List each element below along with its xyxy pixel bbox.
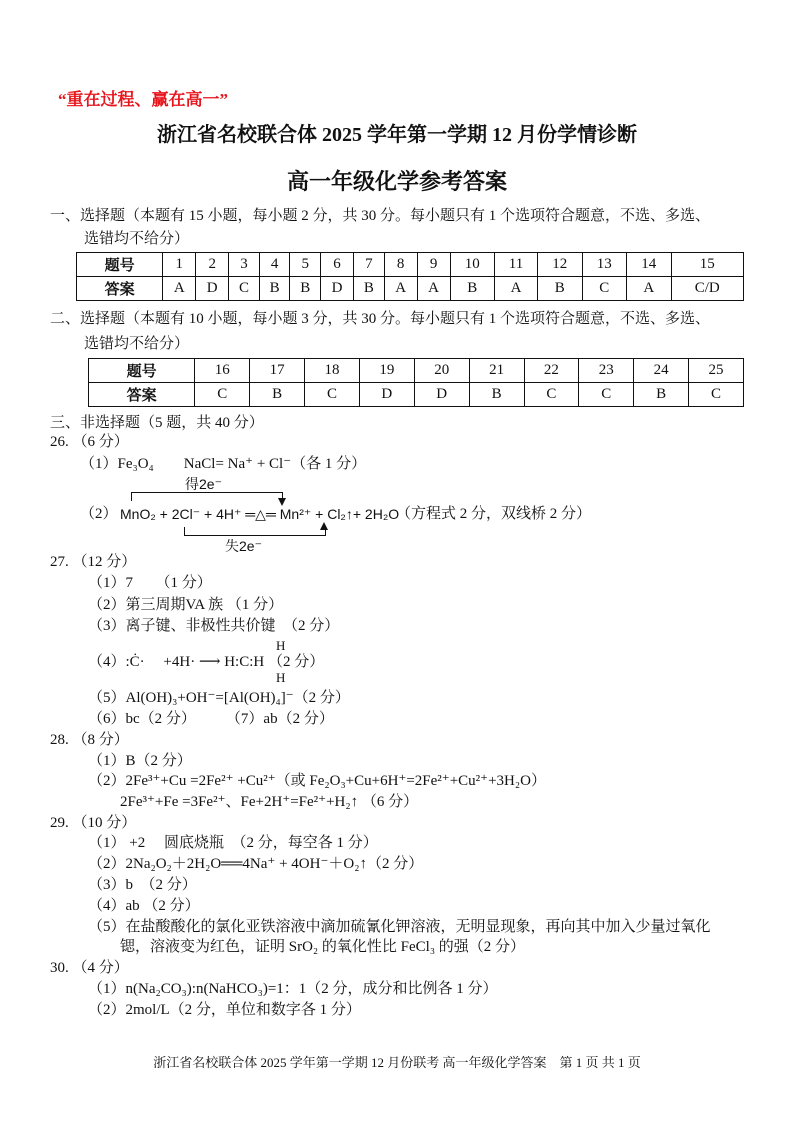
q29-line: （2）2Na₂O₂＋2H₂O══4Na⁺ + 4OH⁻＋O₂↑（2 分） (88, 856, 424, 872)
q29-heading: 29. （10 分） (50, 815, 137, 831)
question-number-cell: 16 (195, 359, 250, 383)
answer-cell: D (359, 383, 414, 407)
question-row (89, 359, 744, 383)
answer-cell: C (195, 383, 250, 407)
q27-heading: 27. （12 分） (50, 554, 137, 570)
answer-cell: A (163, 277, 196, 301)
q30-line: （2）2mol/L（2 分，单位和数字各 1 分） (88, 1002, 361, 1018)
answer-cell: B (538, 277, 583, 301)
answer-cell: A (495, 277, 538, 301)
q29-line: 锶，溶液变为红色，证明 SrO₂ 的氧化性比 FeCl₃ 的强（2 分） (120, 939, 526, 955)
q28-heading: 28. （8 分） (50, 732, 129, 748)
answer-cell: A (417, 277, 450, 301)
q29-line: （3）b （2 分） (88, 877, 197, 893)
q26-answer-2-note: （方程式 2 分，双线桥 2 分） (396, 506, 592, 522)
question-number-cell: 6 (321, 253, 354, 277)
answer-row (89, 383, 744, 407)
question-number-cell: 22 (524, 359, 579, 383)
answer-cell: A (627, 277, 672, 301)
row-label: 题号 (77, 253, 163, 277)
q28-line: 2Fe³⁺+Fe =3Fe²⁺、Fe+2H⁺=Fe²⁺+H₂↑ （6 分） (120, 794, 419, 810)
answer-cell: C (579, 383, 634, 407)
question-number-cell: 11 (495, 253, 538, 277)
q29-line: （4）ab （2 分） (88, 898, 200, 914)
section2-heading: 二、选择题（本题有 10 小题，每小题 3 分，共 30 分。每小题只有 1 个选项符合题意，不选、多选、 (50, 311, 711, 327)
question-number-cell: 9 (417, 253, 450, 277)
q26-equation: MnO₂ + 2Cl⁻ + 4H⁺ ═△═ Mn²⁺ + Cl₂↑+ 2H₂O (120, 506, 400, 522)
q27-line: （6）bc（2 分） （7）ab（2 分） (88, 711, 334, 727)
gain-bridge-line (131, 492, 283, 501)
question-number-cell: 25 (689, 359, 744, 383)
question-number-cell: 7 (354, 253, 385, 277)
q27-h-bottom: H (276, 670, 286, 685)
slogan: “重在过程、赢在高一” (58, 90, 228, 109)
lose-bridge-line (184, 527, 326, 536)
question-number-cell: 10 (450, 253, 495, 277)
q26-heading: 26. （6 分） (50, 434, 129, 450)
question-number-cell: 8 (384, 253, 417, 277)
question-number-cell: 1 (163, 253, 196, 277)
answer-cell: C (229, 277, 260, 301)
question-number-cell: 20 (414, 359, 469, 383)
answer-cell: C (582, 277, 627, 301)
question-number-cell: 13 (582, 253, 627, 277)
q29-line: （1） +2 圆底烧瓶 （2 分，每空各 1 分） (88, 835, 378, 851)
q29-line: （5）在盐酸酸化的氯化亚铁溶液中滴加硫氰化钾溶液，无明显现象，再向其中加入少量过氧化 (88, 919, 711, 935)
document-title: 浙江省名校联合体 2025 学年第一学期 12 月份学情诊断 (157, 124, 637, 146)
question-number-cell: 4 (259, 253, 290, 277)
section1-heading: 一、选择题（本题有 15 小题，每小题 2 分，共 30 分。每小题只有 1 个选项符合题意，不选、多选、 (50, 208, 711, 224)
q27-line: （5）Al(OH)₃+OH⁻=[Al(OH)₄]⁻（2 分） (88, 690, 350, 706)
row-label: 答案 (89, 383, 195, 407)
answer-cell: B (250, 383, 305, 407)
section1-heading-cont: 选错均不给分） (84, 231, 190, 247)
q28-line: （1）B（2 分） (88, 753, 192, 769)
question-number-cell: 15 (671, 253, 743, 277)
q26-lose-label: 失2e⁻ (225, 538, 262, 554)
answer-row (77, 277, 744, 301)
q30-line: （1）n(Na₂CO₃):n(NaHCO₃)=1：1（2 分，成分和比例各 1 分） (88, 981, 498, 997)
answer-cell: B (354, 277, 385, 301)
answer-cell: B (450, 277, 495, 301)
answer-cell: A (384, 277, 417, 301)
q26-answer-1: （1）Fe₃O₄ NaCl= Na⁺ + Cl⁻（各 1 分） (80, 456, 367, 472)
row-label: 题号 (89, 359, 195, 383)
q28-line: （2）2Fe³⁺+Cu =2Fe²⁺ +Cu²⁺（或 Fe₂O₃+Cu+6H⁺=2Fe²⁺+Cu²⁺+3H₂O） (88, 773, 546, 789)
answer-cell: D (414, 383, 469, 407)
answer-cell: C/D (671, 277, 743, 301)
section3-heading: 三、非选择题（5 题，共 40 分） (50, 415, 264, 431)
answer-cell: D (321, 277, 354, 301)
answer-table-1 (76, 252, 744, 301)
question-number-cell: 5 (290, 253, 321, 277)
question-number-cell: 12 (538, 253, 583, 277)
section2-heading-cont: 选错均不给分） (84, 336, 190, 352)
question-number-cell: 3 (229, 253, 260, 277)
answer-cell: B (634, 383, 689, 407)
answer-cell: C (524, 383, 579, 407)
document-subtitle: 高一年级化学参考答案 (286, 169, 507, 194)
q27-line: （1）7 （1 分） (88, 575, 212, 591)
question-number-cell: 18 (305, 359, 360, 383)
q27-line: （4）:Ċ· +4H· ⟶ H:C:H （2 分） (88, 654, 325, 670)
question-number-cell: 2 (196, 253, 229, 277)
answer-cell: C (689, 383, 744, 407)
q26-answer-2-prefix: （2） (80, 506, 118, 522)
answer-cell: C (305, 383, 360, 407)
q27-line: （2）第三周期VA 族 （1 分） (88, 597, 284, 613)
question-row (77, 253, 744, 277)
answer-cell: D (196, 277, 229, 301)
answer-table-2 (88, 358, 744, 407)
question-number-cell: 23 (579, 359, 634, 383)
q30-heading: 30. （4 分） (50, 960, 129, 976)
answer-cell: B (469, 383, 524, 407)
question-number-cell: 19 (359, 359, 414, 383)
answer-cell: B (259, 277, 290, 301)
question-number-cell: 21 (469, 359, 524, 383)
page-footer: 浙江省名校联合体 2025 学年第一学期 12 月份联考 高一年级化学答案 第 1 页 共 1 页 (153, 1055, 641, 1070)
arrow-up-icon (320, 522, 328, 530)
q26-gain-label: 得2e⁻ (185, 476, 222, 492)
question-number-cell: 17 (250, 359, 305, 383)
question-number-cell: 24 (634, 359, 689, 383)
question-number-cell: 14 (627, 253, 672, 277)
q27-h-top: H (276, 638, 286, 653)
answer-cell: B (290, 277, 321, 301)
row-label: 答案 (77, 277, 163, 301)
q27-line: （3）离子键、非极性共价键 （2 分） (88, 618, 340, 634)
